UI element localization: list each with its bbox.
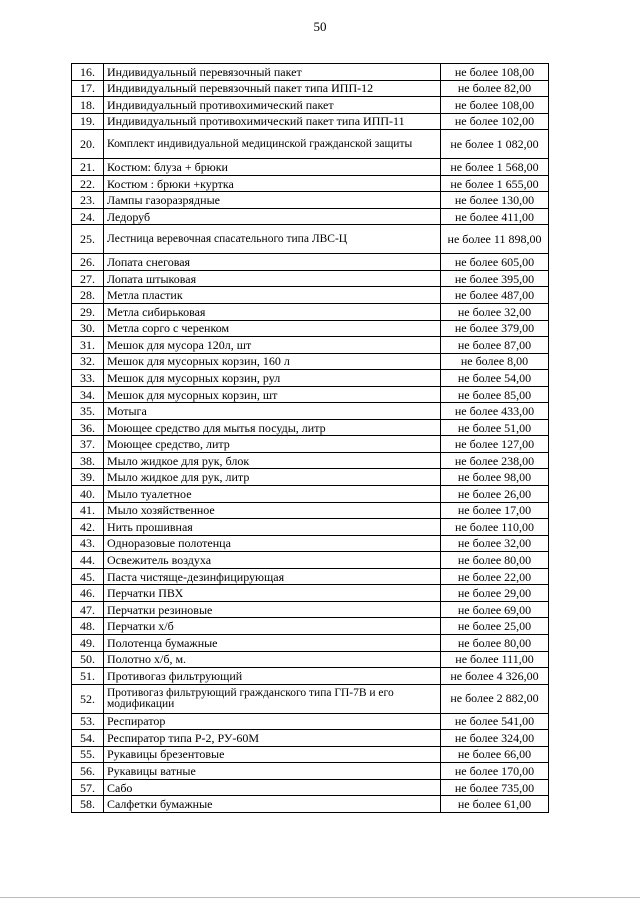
item-name: Сабо: [104, 779, 441, 796]
item-name: Лестница веревочная спасательного типа ЛВС-Ц: [104, 225, 441, 254]
row-number: 37.: [72, 436, 104, 453]
item-price: не более 395,00: [441, 270, 549, 287]
table-row: [72, 601, 549, 618]
row-number: 48.: [72, 618, 104, 635]
table-row: [72, 651, 549, 668]
item-name: Лампы газоразрядные: [104, 192, 441, 209]
item-price: не более 735,00: [441, 779, 549, 796]
table-row: [72, 779, 549, 796]
table-row: [72, 64, 549, 81]
item-price: не более 1 082,00: [441, 130, 549, 159]
row-number: 23.: [72, 192, 104, 209]
item-name: Мешок для мусорных корзин, шт: [104, 386, 441, 403]
row-number: 34.: [72, 386, 104, 403]
table-row: [72, 208, 549, 225]
item-name: Мыло жидкое для рук, блок: [104, 452, 441, 469]
item-price: не более 61,00: [441, 796, 549, 813]
item-price: не более 127,00: [441, 436, 549, 453]
table-row: [72, 403, 549, 420]
item-price: не более 487,00: [441, 287, 549, 304]
price-table: [71, 63, 549, 813]
table-row: [72, 436, 549, 453]
table-row: [72, 113, 549, 130]
item-price: не более 22,00: [441, 568, 549, 585]
table-row: [72, 668, 549, 685]
item-name: Моющее средство, литр: [104, 436, 441, 453]
item-price: не более 170,00: [441, 763, 549, 780]
table-row: [72, 684, 549, 713]
item-name: Полотенца бумажные: [104, 634, 441, 651]
table-row: [72, 370, 549, 387]
item-price: не более 4 326,00: [441, 668, 549, 685]
item-price: не более 32,00: [441, 535, 549, 552]
item-price: не более 87,00: [441, 337, 549, 354]
item-price: не более 80,00: [441, 552, 549, 569]
row-number: 17.: [72, 80, 104, 97]
row-number: 55.: [72, 746, 104, 763]
item-price: не более 11 898,00: [441, 225, 549, 254]
row-number: 31.: [72, 337, 104, 354]
item-name: Метла пластик: [104, 287, 441, 304]
row-number: 40.: [72, 486, 104, 503]
item-name: Перчатки х/б: [104, 618, 441, 635]
table-row: [72, 320, 549, 337]
table-row: [72, 634, 549, 651]
item-name: Индивидуальный противохимический пакет: [104, 97, 441, 114]
table-row: [72, 97, 549, 114]
item-price: не более 80,00: [441, 634, 549, 651]
table-row: [72, 159, 549, 176]
row-number: 26.: [72, 254, 104, 271]
item-price: не более 32,00: [441, 304, 549, 321]
row-number: 32.: [72, 353, 104, 370]
row-number: 44.: [72, 552, 104, 569]
table-row: [72, 746, 549, 763]
table-row: [72, 552, 549, 569]
item-name: Костюм: блуза + брюки: [104, 159, 441, 176]
table-row: [72, 353, 549, 370]
item-name: Мыло туалетное: [104, 486, 441, 503]
page-bottom-edge: [0, 897, 640, 898]
item-name: Противогаз фильтрующий: [104, 668, 441, 685]
item-name: Метла сорго с черенком: [104, 320, 441, 337]
item-name: Ледоруб: [104, 208, 441, 225]
table-row: [72, 225, 549, 254]
table-row: [72, 452, 549, 469]
table-row: [72, 175, 549, 192]
row-number: 39.: [72, 469, 104, 486]
row-number: 53.: [72, 713, 104, 730]
row-number: 33.: [72, 370, 104, 387]
item-name: Моющее средство для мытья посуды, литр: [104, 419, 441, 436]
item-price: не более 379,00: [441, 320, 549, 337]
item-name: Лопата штыковая: [104, 270, 441, 287]
row-number: 56.: [72, 763, 104, 780]
item-name: Салфетки бумажные: [104, 796, 441, 813]
row-number: 18.: [72, 97, 104, 114]
item-price: не более 29,00: [441, 585, 549, 602]
table-row: [72, 535, 549, 552]
row-number: 54.: [72, 730, 104, 747]
row-number: 47.: [72, 601, 104, 618]
item-price: не более 411,00: [441, 208, 549, 225]
table-row: [72, 80, 549, 97]
row-number: 49.: [72, 634, 104, 651]
table-row: [72, 519, 549, 536]
item-price: не более 25,00: [441, 618, 549, 635]
item-name: Респиратор типа Р-2, РУ-60М: [104, 730, 441, 747]
item-price: не более 2 882,00: [441, 684, 549, 713]
row-number: 57.: [72, 779, 104, 796]
row-number: 41.: [72, 502, 104, 519]
item-name: Мешок для мусорных корзин, 160 л: [104, 353, 441, 370]
item-name: Рукавицы брезентовые: [104, 746, 441, 763]
table-row: [72, 618, 549, 635]
item-price: не более 66,00: [441, 746, 549, 763]
item-name: Индивидуальный противохимический пакет типа ИПП-11: [104, 113, 441, 130]
table-row: [72, 287, 549, 304]
row-number: 36.: [72, 419, 104, 436]
item-name: Лопата снеговая: [104, 254, 441, 271]
table-row: [72, 130, 549, 159]
row-number: 52.: [72, 684, 104, 713]
item-price: не более 8,00: [441, 353, 549, 370]
row-number: 22.: [72, 175, 104, 192]
item-price: не более 98,00: [441, 469, 549, 486]
row-number: 27.: [72, 270, 104, 287]
row-number: 25.: [72, 225, 104, 254]
table-row: [72, 502, 549, 519]
item-name: Паста чистяще-дезинфицирующая: [104, 568, 441, 585]
item-price: не более 108,00: [441, 64, 549, 81]
item-price: не более 238,00: [441, 452, 549, 469]
item-name: Мешок для мусорных корзин, рул: [104, 370, 441, 387]
item-price: не более 102,00: [441, 113, 549, 130]
table-row: [72, 730, 549, 747]
item-name: Мотыга: [104, 403, 441, 420]
row-number: 19.: [72, 113, 104, 130]
item-price: не более 111,00: [441, 651, 549, 668]
item-price: не более 54,00: [441, 370, 549, 387]
item-price: не более 1 655,00: [441, 175, 549, 192]
item-price: не более 1 568,00: [441, 159, 549, 176]
item-price: не более 433,00: [441, 403, 549, 420]
table-row: [72, 337, 549, 354]
item-price: не более 82,00: [441, 80, 549, 97]
table-row: [72, 192, 549, 209]
item-name: Костюм : брюки +куртка: [104, 175, 441, 192]
table-row: [72, 254, 549, 271]
row-number: 28.: [72, 287, 104, 304]
row-number: 42.: [72, 519, 104, 536]
item-name: Рукавицы ватные: [104, 763, 441, 780]
row-number: 21.: [72, 159, 104, 176]
item-name: Противогаз фильтрующий гражданского типа ГП-7В и его модификации: [104, 684, 441, 713]
item-name: Индивидуальный перевязочный пакет: [104, 64, 441, 81]
item-name: Метла сибирьковая: [104, 304, 441, 321]
row-number: 38.: [72, 452, 104, 469]
item-price: не более 110,00: [441, 519, 549, 536]
item-name: Освежитель воздуха: [104, 552, 441, 569]
item-name: Перчатки резиновые: [104, 601, 441, 618]
item-name: Мыло хозяйственное: [104, 502, 441, 519]
row-number: 16.: [72, 64, 104, 81]
table-row: [72, 469, 549, 486]
row-number: 30.: [72, 320, 104, 337]
item-price: не более 85,00: [441, 386, 549, 403]
item-price: не более 108,00: [441, 97, 549, 114]
table-row: [72, 486, 549, 503]
row-number: 51.: [72, 668, 104, 685]
item-name: Комплект индивидуальной медицинской гражданской защиты: [104, 130, 441, 159]
row-number: 45.: [72, 568, 104, 585]
row-number: 35.: [72, 403, 104, 420]
item-price: не более 69,00: [441, 601, 549, 618]
row-number: 50.: [72, 651, 104, 668]
table-row: [72, 270, 549, 287]
item-price: не более 26,00: [441, 486, 549, 503]
row-number: 46.: [72, 585, 104, 602]
item-name: Нить прошивная: [104, 519, 441, 536]
item-name: Одноразовые полотенца: [104, 535, 441, 552]
item-price: не более 51,00: [441, 419, 549, 436]
table-body: [72, 64, 549, 813]
row-number: 20.: [72, 130, 104, 159]
row-number: 43.: [72, 535, 104, 552]
table-row: [72, 796, 549, 813]
table-row: [72, 386, 549, 403]
item-price: не более 605,00: [441, 254, 549, 271]
item-name: Полотно х/б, м.: [104, 651, 441, 668]
table-row: [72, 713, 549, 730]
table-row: [72, 568, 549, 585]
row-number: 24.: [72, 208, 104, 225]
page-number: 50: [313, 19, 327, 34]
item-price: не более 541,00: [441, 713, 549, 730]
table-row: [72, 304, 549, 321]
item-name: Мыло жидкое для рук, литр: [104, 469, 441, 486]
item-price: не более 130,00: [441, 192, 549, 209]
table-row: [72, 419, 549, 436]
row-number: 29.: [72, 304, 104, 321]
item-price: не более 17,00: [441, 502, 549, 519]
row-number: 58.: [72, 796, 104, 813]
item-name: Перчатки ПВХ: [104, 585, 441, 602]
table-row: [72, 585, 549, 602]
item-name: Индивидуальный перевязочный пакет типа ИПП-12: [104, 80, 441, 97]
item-name: Мешок для мусора 120л, шт: [104, 337, 441, 354]
table-row: [72, 763, 549, 780]
item-name: Респиратор: [104, 713, 441, 730]
item-price: не более 324,00: [441, 730, 549, 747]
